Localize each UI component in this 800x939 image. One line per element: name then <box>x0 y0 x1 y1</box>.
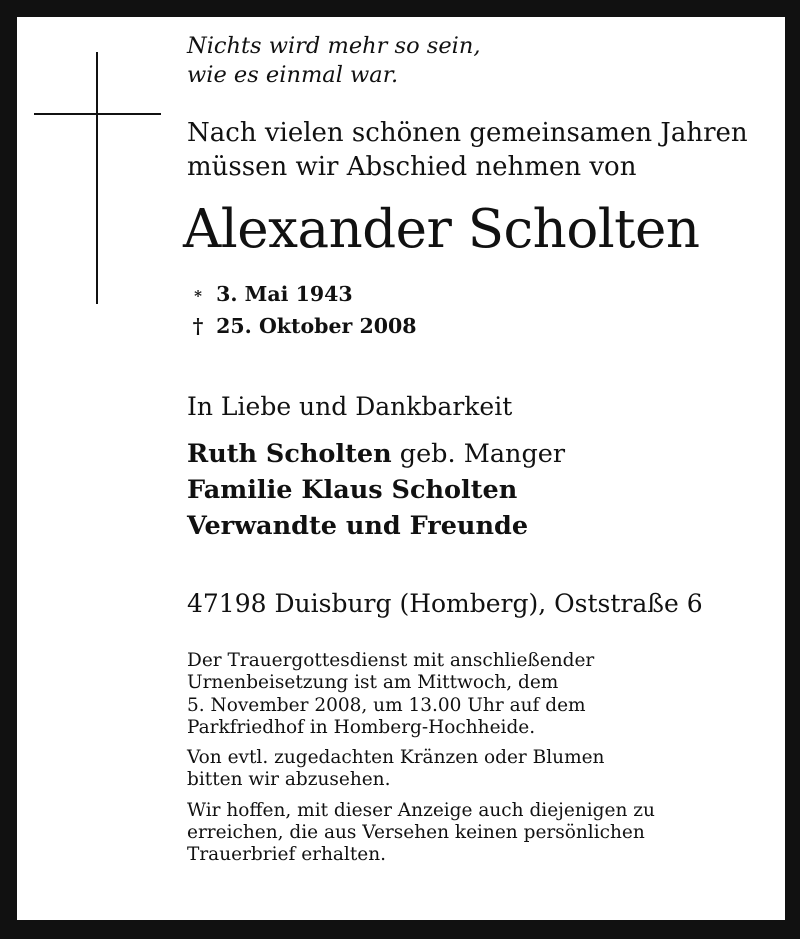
death-cross-icon: † <box>192 314 204 338</box>
funeral-line: Der Trauergottesdienst mit anschließender <box>187 650 595 671</box>
death-date: 25. Oktober 2008 <box>216 314 417 338</box>
deceased-name: Alexander Scholten <box>183 199 700 260</box>
mourner-primary-suffix: geb. Manger <box>399 439 566 469</box>
flowers-notice <box>187 747 655 792</box>
life-dates <box>187 279 417 341</box>
funeral-line: 5. November 2008, um 13.00 Uhr auf dem <box>187 694 586 716</box>
intro-text <box>187 116 748 184</box>
cross-icon-vertical <box>96 52 98 304</box>
mourner-line-3: Verwandte und Freunde <box>187 511 529 541</box>
intro-line-1: Nach vielen schönen gemeinsamen Jahren <box>187 118 748 148</box>
letters-line: erreichen, die aus Versehen keinen persönlichen <box>187 822 645 844</box>
mourners-list <box>187 436 565 544</box>
birth-star-icon: * <box>194 287 202 305</box>
mourner-line-1 <box>187 436 565 472</box>
mourner-primary-name: Ruth Scholten <box>187 439 392 469</box>
birth-date: 3. Mai 1943 <box>216 282 353 306</box>
flowers-line: bitten wir abzusehen. <box>187 769 391 791</box>
motto-line-2: wie es einmal war. <box>187 62 399 88</box>
cross-icon-horizontal <box>34 113 161 115</box>
funeral-line: Urnenbeisetzung ist am Mittwoch, dem <box>187 672 559 694</box>
mourner-line-2: Familie Klaus Scholten <box>187 475 518 505</box>
mourners-intro: In Liebe und Dankbarkeit <box>187 392 513 421</box>
intro-line-2: müssen wir Abschied nehmen von <box>187 152 637 182</box>
notice-text <box>187 650 655 875</box>
letters-notice <box>187 800 655 867</box>
flowers-line: Von evtl. zugedachten Kränzen oder Blumen <box>187 747 605 769</box>
letters-line: Wir hoffen, mit dieser Anzeige auch diejenigen zu <box>187 799 655 821</box>
death-date-row <box>187 311 417 341</box>
birth-date-row <box>187 279 417 311</box>
motto-line-1: Nichts wird mehr so sein, <box>187 33 481 59</box>
funeral-notice <box>187 650 655 739</box>
motto <box>187 32 480 90</box>
letters-line: Trauerbrief erhalten. <box>187 844 387 866</box>
funeral-line: Parkfriedhof in Homberg-Hochheide. <box>187 716 536 738</box>
address: 47198 Duisburg (Homberg), Oststraße 6 <box>187 589 703 618</box>
